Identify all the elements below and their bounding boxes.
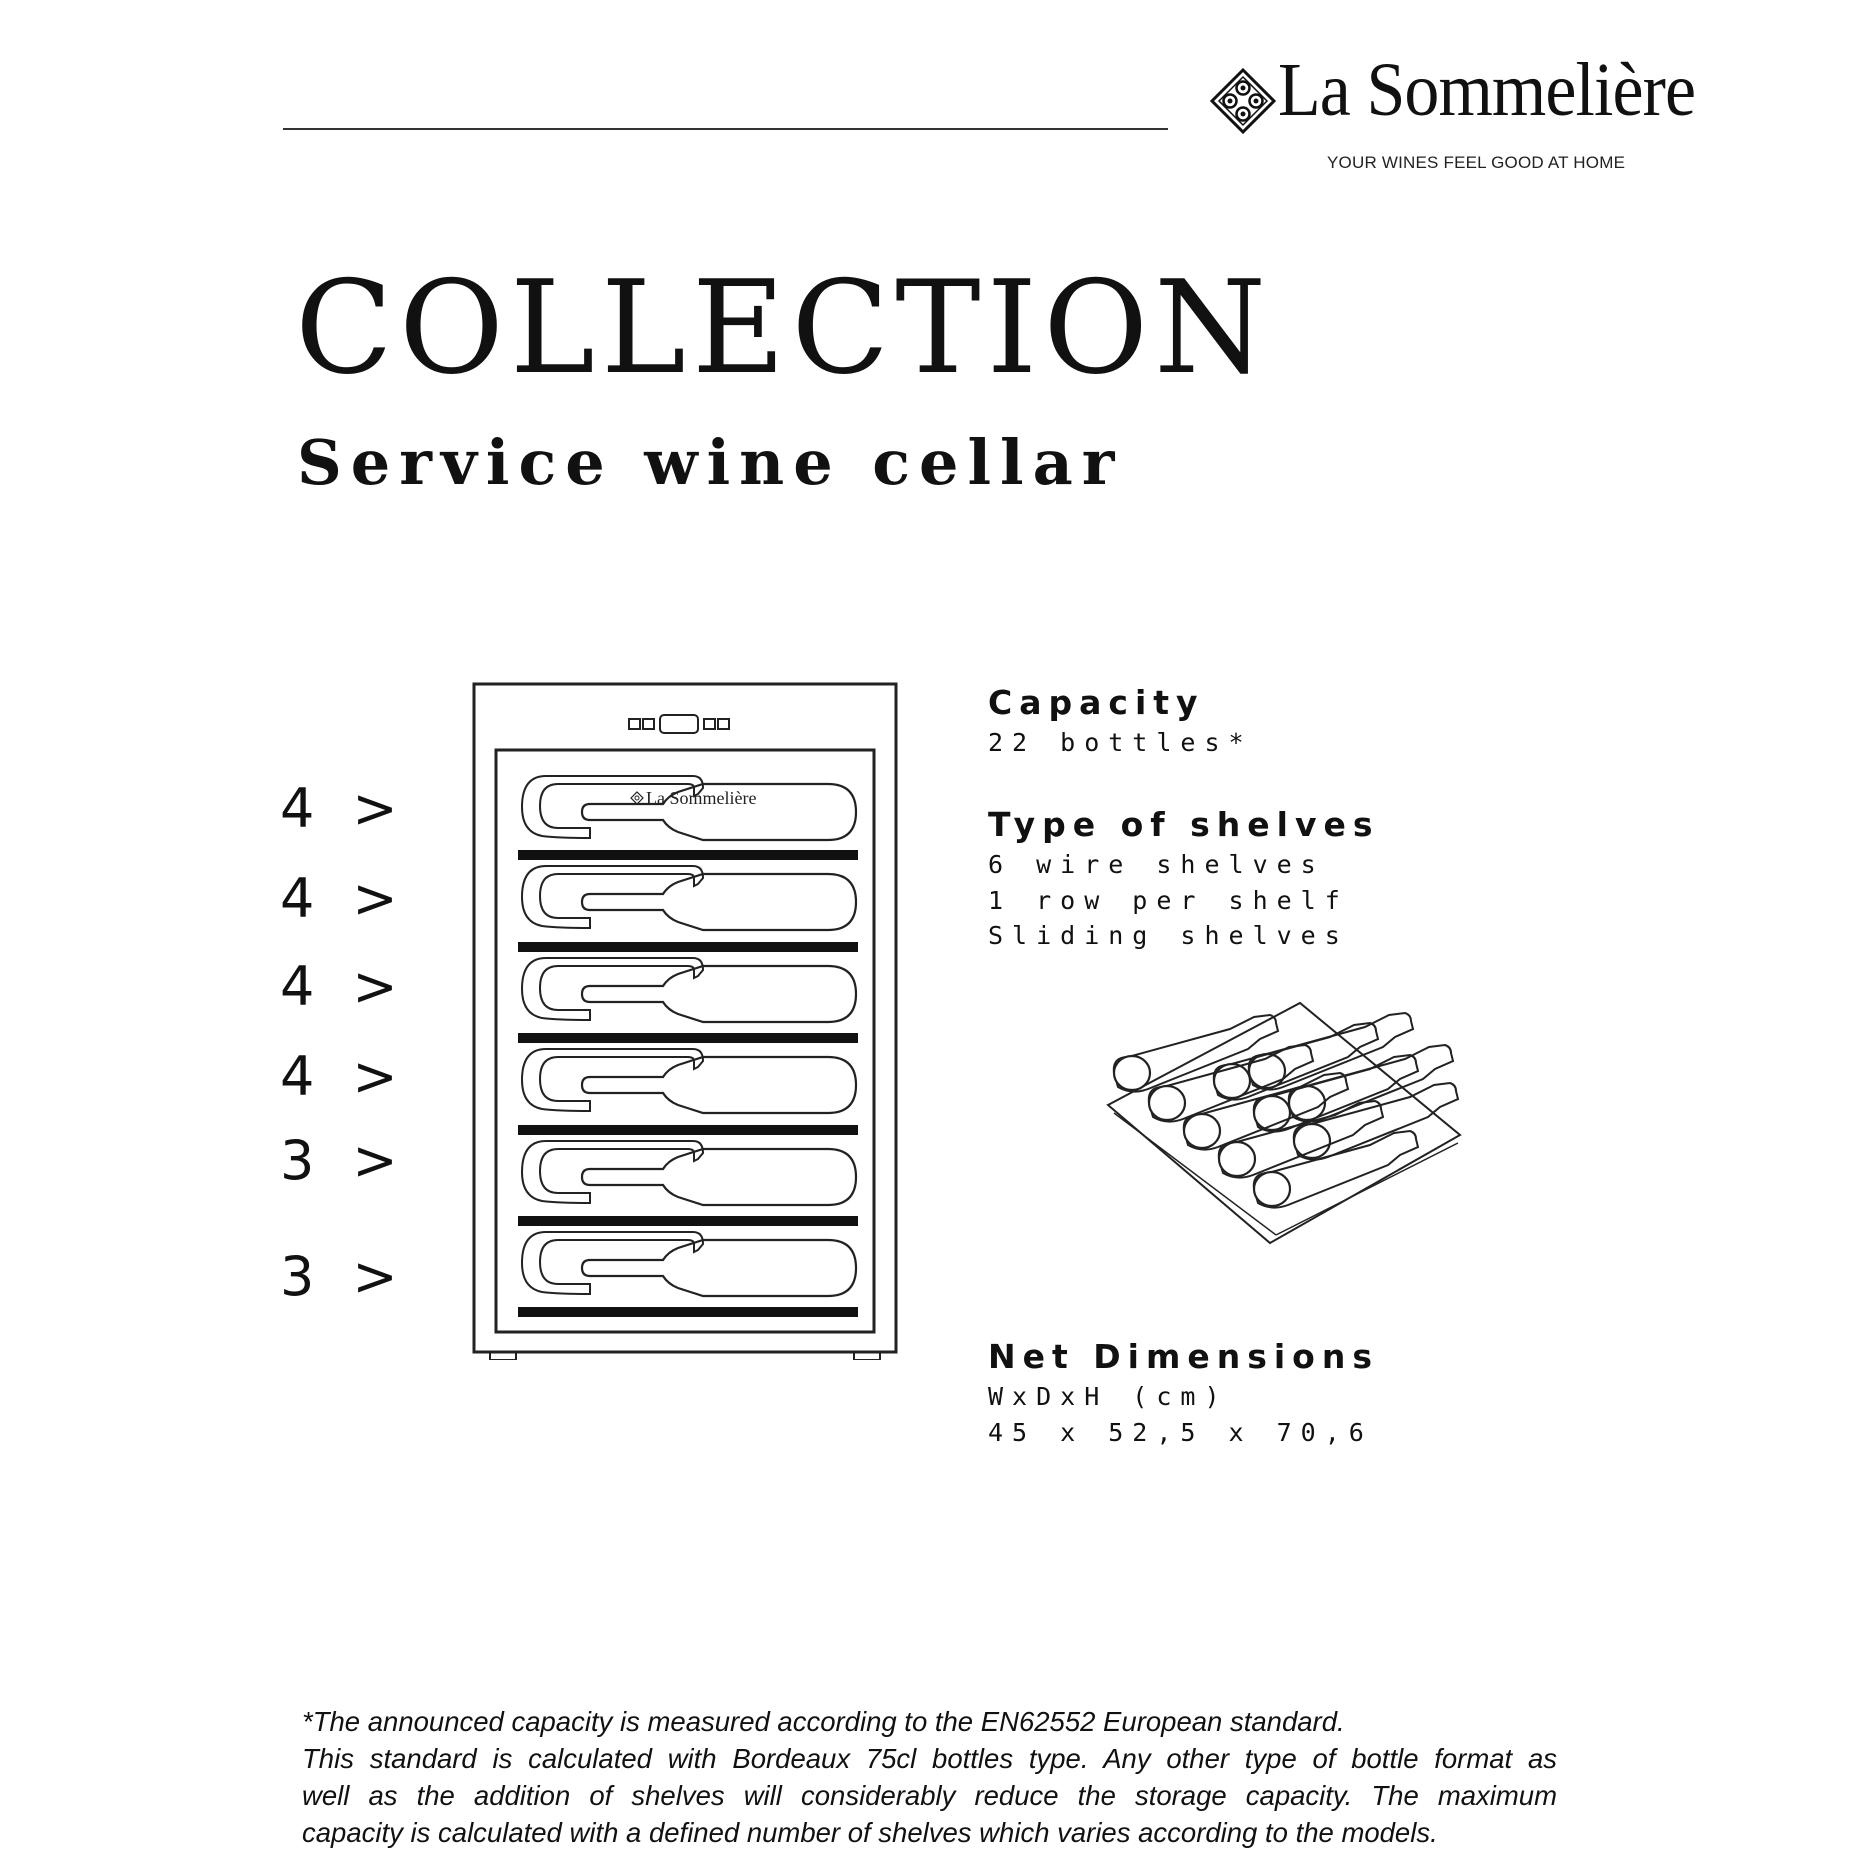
shelf-count-value: 4 (280, 777, 315, 840)
shelf-count-value: 4 (280, 955, 315, 1018)
footnote-line-2: This standard is calculated with Bordeaux 75cl bottles type. Any other type of bottle format as (302, 1743, 1557, 1774)
capacity-label: Capacity (988, 683, 1205, 722)
shelf-count-5 (280, 1129, 398, 1192)
shelf-count-value: 4 (280, 867, 315, 930)
shelf-count-value: 3 (280, 1245, 315, 1308)
wine-cellar-front-illustration (460, 680, 910, 1360)
shelf-arrow: > (352, 1245, 398, 1308)
dimensions-line-2: 45 x 52,5 x 70,6 (988, 1418, 1373, 1447)
header-rule (283, 128, 1168, 130)
brand-tagline: YOUR WINES FEEL GOOD AT HOME (1327, 153, 1626, 172)
capacity-value: 22 bottles* (988, 728, 1253, 757)
footnote-line-4: capacity is calculated with a defined number of shelves which varies according to the models. (302, 1817, 1438, 1848)
brand-name: La Sommelière (1278, 48, 1696, 132)
sliding-shelf-illustration (1100, 995, 1470, 1255)
shelves-type-label: Type of shelves (988, 805, 1380, 844)
shelf-arrow: > (352, 955, 398, 1018)
shelf-count-2 (280, 867, 398, 930)
shelf-arrow: > (352, 1129, 398, 1192)
dimensions-line-1: WxDxH (cm) (988, 1382, 1229, 1411)
shelf-arrow: > (352, 867, 398, 930)
page-subtitle: Service wine cellar (297, 426, 1124, 499)
shelf-count-1 (280, 777, 398, 840)
shelves-line-1: 6 wire shelves (988, 850, 1325, 879)
door-logo-icon (631, 792, 643, 804)
shelf-arrow: > (352, 1045, 398, 1108)
page-title: COLLECTION (295, 254, 1273, 403)
diamond-bottle-logo-icon (1210, 68, 1276, 134)
shelves-line-3: Sliding shelves (988, 921, 1349, 950)
dimensions-label: Net Dimensions (988, 1337, 1379, 1376)
door-brand-label: La Sommelière (646, 788, 757, 808)
shelf-count-4 (280, 1045, 398, 1108)
shelf-count-value: 3 (280, 1129, 315, 1192)
shelf-count-6 (280, 1245, 398, 1308)
footnote-line-1: *The announced capacity is measured according to the EN62552 European standard. (302, 1706, 1345, 1737)
shelves-line-2: 1 row per shelf (988, 886, 1349, 915)
shelf-count-value: 4 (280, 1045, 315, 1108)
shelf-arrow: > (352, 777, 398, 840)
shelf-count-3 (280, 955, 398, 1018)
footnote-line-3: well as the addition of shelves will considerably reduce the storage capacity. The maximum (302, 1780, 1557, 1811)
